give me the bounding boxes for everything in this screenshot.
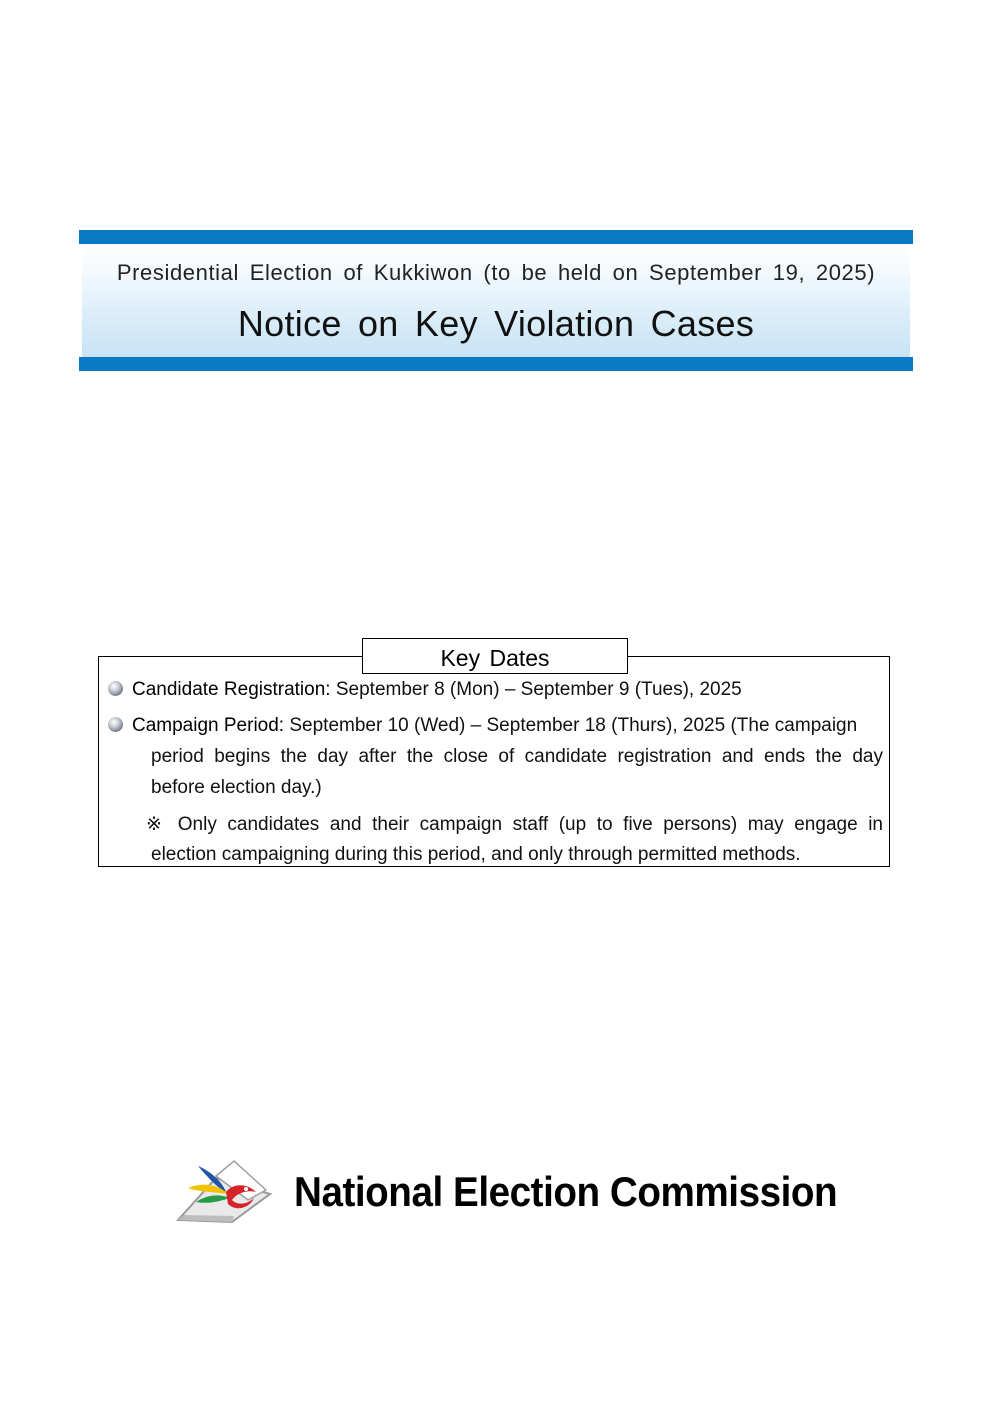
election-commission-logo-icon <box>176 1158 272 1224</box>
candidate-registration-label: Candidate Registration: <box>132 679 331 700</box>
campaign-period-label: Campaign Period: <box>132 715 285 736</box>
candidate-registration-dates: September 8 (Mon) – September 9 (Tues), 2025 <box>330 679 742 700</box>
bullet-icon <box>108 681 123 696</box>
banner-top-bar <box>79 230 913 244</box>
campaign-note-line-1: ※ Only candidates and their campaign staff (up to five persons) may engage in <box>146 814 883 835</box>
campaign-period-continuation-1: period begins the day after the close of candidate registration and ends the day <box>151 746 883 767</box>
campaign-note-line-2: election campaigning during this period, and only through permitted methods. <box>151 844 801 865</box>
organization-name: National Election Commission <box>294 1168 838 1215</box>
key-dates-heading: Key Dates <box>362 638 628 674</box>
page-title: Notice on Key Violation Cases <box>237 303 755 344</box>
banner-subtitle: Presidential Election of Kukkiwon (to be held on September 19, 2025) <box>116 260 876 285</box>
title-banner <box>79 230 913 371</box>
footer-logo <box>176 1158 838 1228</box>
candidate-registration-item <box>108 679 742 701</box>
campaign-period-item <box>108 715 857 737</box>
campaign-period-dates: September 10 (Wed) – September 18 (Thurs), 2025 (The campaign <box>284 715 858 736</box>
campaign-period-continuation-2: before election day.) <box>151 777 322 798</box>
banner-bottom-bar <box>79 357 913 371</box>
bullet-icon <box>108 717 123 732</box>
